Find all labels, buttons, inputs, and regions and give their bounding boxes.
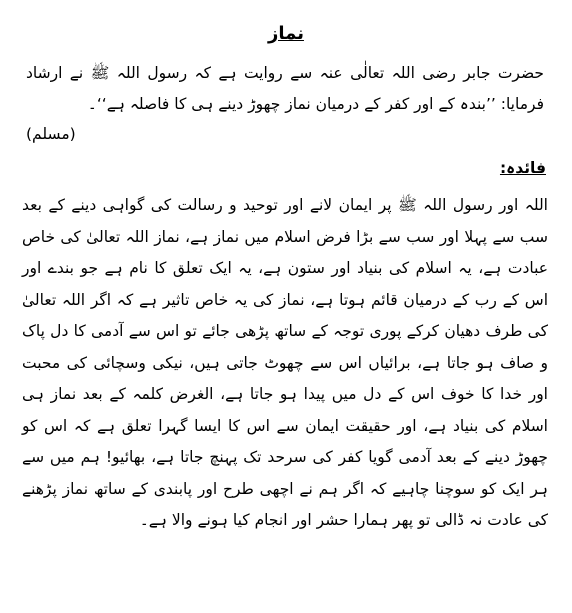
faida-paragraph: اللہ اور رسول اللہ ﷺ پر ایمان لانے اور توحید و رسالت کی گواہی دینے کے بعد سب سے پہلا اور سب سے بڑا فرض اسلام میں نماز ہے، نماز اللہ تعالیٰ کی خاص عبادت ہے، یہ اسلام کی بنیاد اور ستون ہے، یہ ایک تعلق کا نام ہے جو بندے اور اس کے رب کے درمیان قائم ہوتا ہے، نماز کی یہ خاص تاثیر ہے کہ اگر اللہ تعالیٰ کی طرف دھیان کرکے پوری توجہ کے ساتھ پڑھی جائے تو اس سے آدمی کا دل پاک و صاف ہو جاتا ہے، برائیاں اس سے چھوٹ جاتی ہیں، نیکی وسچائی کی محبت اور خدا کا خوف اس کے دل میں پیدا ہو جاتا ہے، الغرض کلمہ کے بعد نماز ہی اسلام کی بنیاد ہے، اور حقیقت ایمان سے اس کا ایسا گہرا تعلق ہے کہ اس کو چھوڑ دینے کے بعد آدمی گویا کفر کی سرحد تک پہنچ جاتا ہے، بھائیو! ہم میں سے ہر ایک کو سوچنا چاہیے کہ اگر ہم نے اچھی طرح اور پابندی کے ساتھ نماز پڑھنے کی عادت نہ ڈالی تو پھر ہمارا حشر اور انجام کیا ہونے والا ہے۔	[22, 196, 548, 529]
faida-heading: فائدہ:	[499, 159, 546, 177]
hadith-text: حضرت جابر رضی اللہ تعالٰی عنہ سے روایت ہے کہ رسول اللہ ﷺ نے ارشاد فرمایا: ’’بندہ کے اور کفر کے درمیان نماز چھوڑ دینے ہی کا فاصلہ ہے‘‘۔	[26, 64, 544, 113]
page-title: نماز	[268, 23, 304, 44]
hadith-reference: (مسلم)	[26, 125, 76, 143]
